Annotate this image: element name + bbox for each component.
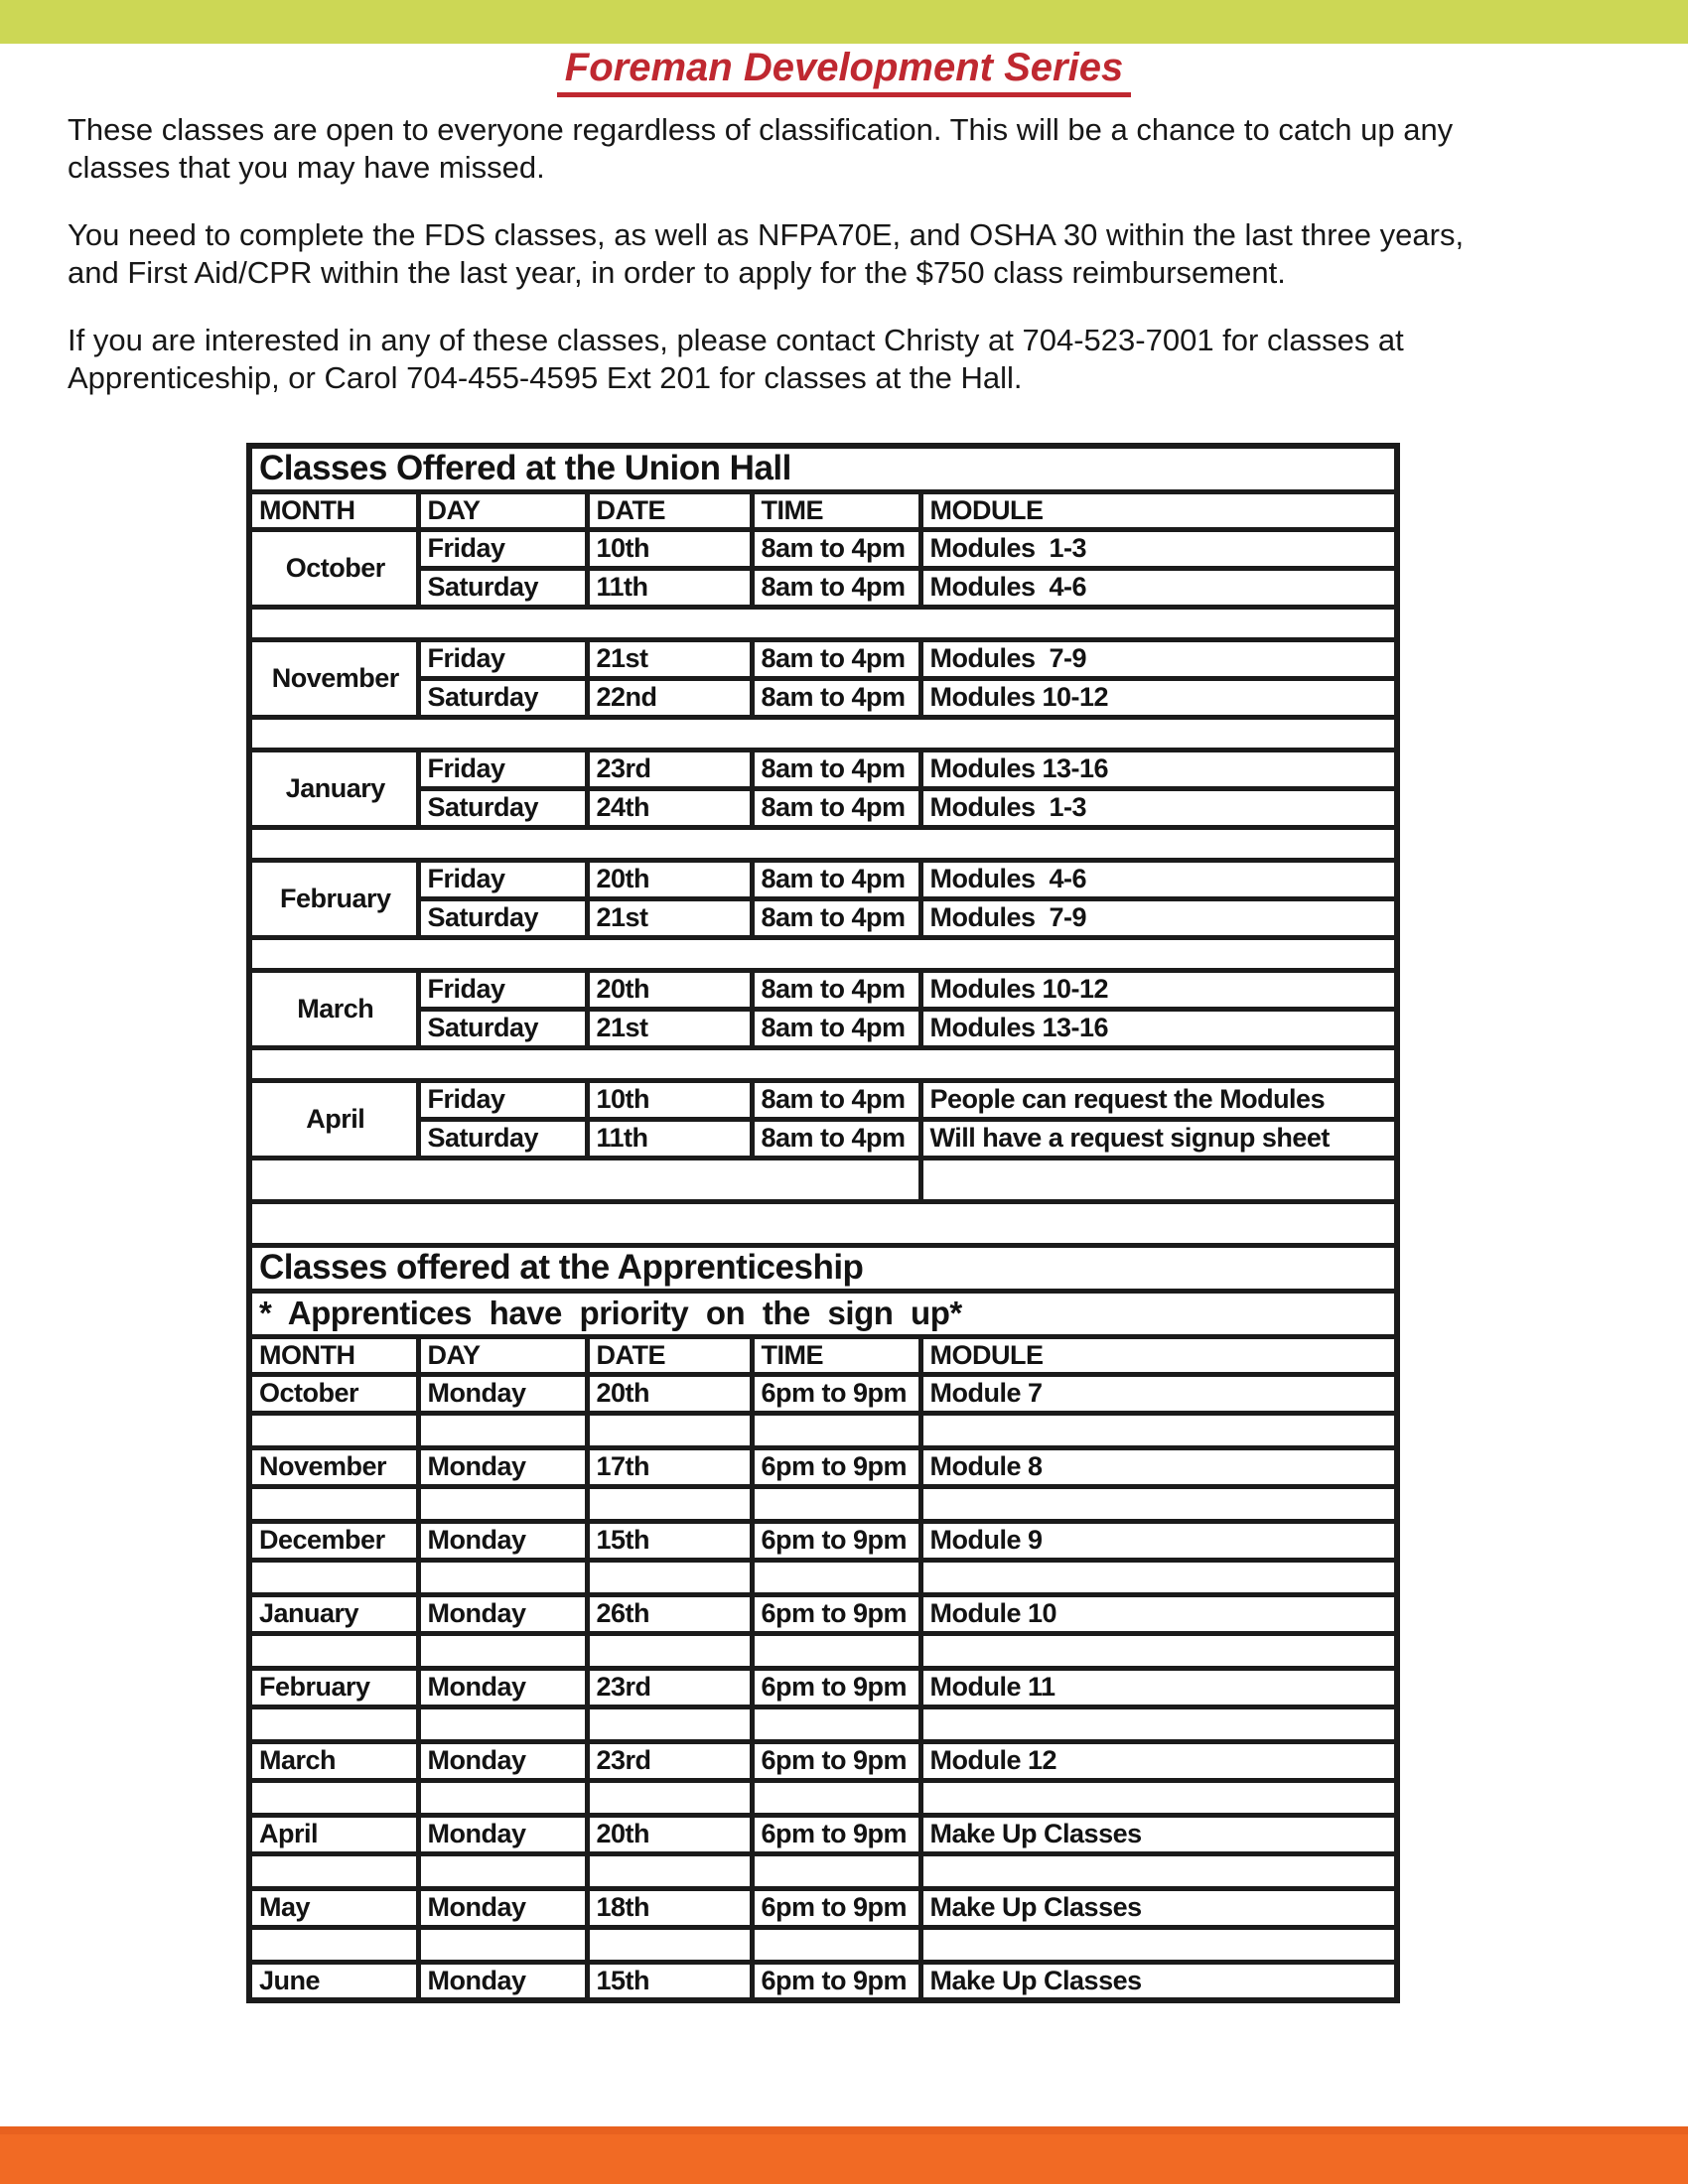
spacer-cell bbox=[587, 1853, 752, 1888]
time-cell: 6pm to 9pm bbox=[752, 1594, 920, 1633]
table-row bbox=[249, 1594, 1397, 1633]
date-cell: 15th bbox=[587, 1521, 752, 1560]
spacer-cell bbox=[418, 1706, 587, 1741]
column-header-date: DATE bbox=[587, 491, 752, 529]
spacer-cell bbox=[920, 1158, 1397, 1201]
table-row bbox=[249, 970, 1397, 1009]
time-cell: 8am to 4pm bbox=[752, 568, 920, 607]
spacer-cell bbox=[920, 1706, 1397, 1741]
date-cell: 24th bbox=[587, 788, 752, 827]
month-cell: November bbox=[249, 1447, 418, 1486]
paragraph bbox=[68, 111, 1636, 187]
spacer-cell bbox=[752, 1853, 920, 1888]
spacer-cell bbox=[587, 1706, 752, 1741]
table-row bbox=[249, 1668, 1397, 1706]
date-cell: 20th bbox=[587, 1815, 752, 1853]
module-cell: Make Up Classes bbox=[920, 1888, 1397, 1927]
spacer-cell bbox=[920, 1633, 1397, 1668]
table-row bbox=[249, 1080, 1397, 1119]
spacer-cell bbox=[920, 1486, 1397, 1521]
time-cell: 6pm to 9pm bbox=[752, 1447, 920, 1486]
table-row bbox=[249, 898, 1397, 937]
month-cell: January bbox=[249, 750, 418, 827]
time-cell: 8am to 4pm bbox=[752, 639, 920, 678]
day-cell: Monday bbox=[418, 1594, 587, 1633]
module-cell: Modules 7-9 bbox=[920, 898, 1397, 937]
time-cell: 6pm to 9pm bbox=[752, 1741, 920, 1780]
day-cell: Saturday bbox=[418, 898, 587, 937]
date-cell: 11th bbox=[587, 1119, 752, 1158]
top-accent-bar bbox=[0, 0, 1688, 44]
page-title: Foreman Development Series bbox=[557, 46, 1131, 97]
spacer-cell bbox=[418, 1560, 587, 1594]
day-cell: Monday bbox=[418, 1521, 587, 1560]
spacer-cell bbox=[752, 1633, 920, 1668]
date-cell: 23rd bbox=[587, 1741, 752, 1780]
day-cell: Monday bbox=[418, 1962, 587, 2000]
day-cell: Friday bbox=[418, 1080, 587, 1119]
month-cell: November bbox=[249, 639, 418, 717]
table-row bbox=[249, 860, 1397, 898]
spacer-cell bbox=[418, 1486, 587, 1521]
spacer-cell bbox=[920, 1780, 1397, 1815]
module-cell: People can request the Modules bbox=[920, 1080, 1397, 1119]
union-hall-section-title: Classes Offered at the Union Hall bbox=[249, 446, 1397, 491]
spacer-cell bbox=[249, 1927, 418, 1962]
day-cell: Saturday bbox=[418, 678, 587, 717]
date-cell: 21st bbox=[587, 898, 752, 937]
module-cell: Module 7 bbox=[920, 1374, 1397, 1413]
spacer-cell bbox=[249, 1486, 418, 1521]
day-cell: Monday bbox=[418, 1888, 587, 1927]
spacer-cell bbox=[249, 1633, 418, 1668]
spacer-cell bbox=[587, 1780, 752, 1815]
module-cell: Modules 13-16 bbox=[920, 1009, 1397, 1047]
column-header-date: DATE bbox=[587, 1336, 752, 1374]
table-row bbox=[249, 678, 1397, 717]
time-cell: 6pm to 9pm bbox=[752, 1962, 920, 2000]
column-header-month: MONTH bbox=[249, 491, 418, 529]
month-cell: March bbox=[249, 970, 418, 1047]
spacer-cell bbox=[418, 1633, 587, 1668]
date-cell: 20th bbox=[587, 970, 752, 1009]
paragraph-line: If you are interested in any of these classes, please contact Christy at 704-523-7001 for classes at bbox=[68, 323, 1404, 357]
column-header-time: TIME bbox=[752, 491, 920, 529]
time-cell: 6pm to 9pm bbox=[752, 1521, 920, 1560]
apprenticeship-section-title: Classes offered at the Apprenticeship bbox=[249, 1245, 1397, 1291]
spacer-cell bbox=[249, 1560, 418, 1594]
module-cell: Modules 13-16 bbox=[920, 750, 1397, 788]
module-cell: Will have a request signup sheet bbox=[920, 1119, 1397, 1158]
time-cell: 6pm to 9pm bbox=[752, 1888, 920, 1927]
date-cell: 18th bbox=[587, 1888, 752, 1927]
day-cell: Saturday bbox=[418, 568, 587, 607]
date-cell: 21st bbox=[587, 639, 752, 678]
time-cell: 8am to 4pm bbox=[752, 898, 920, 937]
day-cell: Monday bbox=[418, 1815, 587, 1853]
spacer-cell bbox=[249, 1780, 418, 1815]
time-cell: 6pm to 9pm bbox=[752, 1374, 920, 1413]
module-cell: Make Up Classes bbox=[920, 1962, 1397, 2000]
spacer-row bbox=[249, 827, 1397, 860]
day-cell: Friday bbox=[418, 529, 587, 568]
spacer-cell bbox=[249, 1853, 418, 1888]
table-row bbox=[249, 568, 1397, 607]
time-cell: 6pm to 9pm bbox=[752, 1815, 920, 1853]
date-cell: 22nd bbox=[587, 678, 752, 717]
month-cell: February bbox=[249, 1668, 418, 1706]
month-cell: April bbox=[249, 1815, 418, 1853]
table-row bbox=[249, 1815, 1397, 1853]
table-row bbox=[249, 1374, 1397, 1413]
spacer-cell bbox=[752, 1413, 920, 1447]
day-cell: Friday bbox=[418, 860, 587, 898]
table-row bbox=[249, 750, 1397, 788]
day-cell: Friday bbox=[418, 750, 587, 788]
table-row bbox=[249, 788, 1397, 827]
column-header-module: MODULE bbox=[920, 1336, 1397, 1374]
bottom-accent-bar bbox=[0, 2126, 1688, 2184]
date-cell: 17th bbox=[587, 1447, 752, 1486]
module-cell: Make Up Classes bbox=[920, 1815, 1397, 1853]
time-cell: 6pm to 9pm bbox=[752, 1668, 920, 1706]
date-cell: 20th bbox=[587, 860, 752, 898]
spacer-cell bbox=[587, 1413, 752, 1447]
module-cell: Modules 1-3 bbox=[920, 529, 1397, 568]
spacer-row bbox=[249, 717, 1397, 750]
day-cell: Friday bbox=[418, 970, 587, 1009]
module-cell: Modules 4-6 bbox=[920, 568, 1397, 607]
table-row bbox=[249, 1119, 1397, 1158]
spacer-cell bbox=[418, 1927, 587, 1962]
day-cell: Monday bbox=[418, 1668, 587, 1706]
paragraph bbox=[68, 322, 1636, 397]
spacer-cell bbox=[587, 1927, 752, 1962]
table-row bbox=[249, 1741, 1397, 1780]
table-row bbox=[249, 1521, 1397, 1560]
column-header-day: DAY bbox=[418, 491, 587, 529]
date-cell: 15th bbox=[587, 1962, 752, 2000]
spacer-row bbox=[249, 937, 1397, 970]
table-row bbox=[249, 1888, 1397, 1927]
spacer-row bbox=[249, 607, 1397, 639]
time-cell: 8am to 4pm bbox=[752, 529, 920, 568]
month-cell: April bbox=[249, 1080, 418, 1158]
spacer-cell bbox=[752, 1706, 920, 1741]
apprenticeship-priority-note: * Apprentices have priority on the sign up* bbox=[249, 1291, 1397, 1336]
spacer-cell bbox=[249, 1413, 418, 1447]
date-cell: 23rd bbox=[587, 750, 752, 788]
spacer-cell bbox=[418, 1413, 587, 1447]
table-row bbox=[249, 639, 1397, 678]
month-cell: January bbox=[249, 1594, 418, 1633]
spacer-cell bbox=[587, 1633, 752, 1668]
spacer-cell bbox=[418, 1853, 587, 1888]
time-cell: 8am to 4pm bbox=[752, 970, 920, 1009]
month-cell: December bbox=[249, 1521, 418, 1560]
module-cell: Module 12 bbox=[920, 1741, 1397, 1780]
module-cell: Modules 1-3 bbox=[920, 788, 1397, 827]
paragraph-line: These classes are open to everyone regardless of classification. This will be a chance to catch up any bbox=[68, 112, 1454, 147]
spacer-row bbox=[249, 1201, 1397, 1245]
day-cell: Saturday bbox=[418, 1009, 587, 1047]
date-cell: 23rd bbox=[587, 1668, 752, 1706]
time-cell: 8am to 4pm bbox=[752, 860, 920, 898]
date-cell: 26th bbox=[587, 1594, 752, 1633]
column-header-day: DAY bbox=[418, 1336, 587, 1374]
date-cell: 20th bbox=[587, 1374, 752, 1413]
month-cell: June bbox=[249, 1962, 418, 2000]
spacer-cell bbox=[920, 1927, 1397, 1962]
table-row bbox=[249, 529, 1397, 568]
spacer-cell bbox=[752, 1780, 920, 1815]
module-cell: Modules 7-9 bbox=[920, 639, 1397, 678]
time-cell: 8am to 4pm bbox=[752, 1119, 920, 1158]
time-cell: 8am to 4pm bbox=[752, 1009, 920, 1047]
column-header-month: MONTH bbox=[249, 1336, 418, 1374]
spacer-cell bbox=[920, 1853, 1397, 1888]
module-cell: Modules 10-12 bbox=[920, 678, 1397, 717]
time-cell: 8am to 4pm bbox=[752, 1080, 920, 1119]
column-header-module: MODULE bbox=[920, 491, 1397, 529]
spacer-cell bbox=[752, 1486, 920, 1521]
month-cell: October bbox=[249, 1374, 418, 1413]
table-row bbox=[249, 1962, 1397, 2000]
spacer-cell bbox=[418, 1780, 587, 1815]
day-cell: Friday bbox=[418, 639, 587, 678]
column-header-time: TIME bbox=[752, 1336, 920, 1374]
module-cell: Module 10 bbox=[920, 1594, 1397, 1633]
date-cell: 21st bbox=[587, 1009, 752, 1047]
spacer-cell bbox=[249, 1706, 418, 1741]
paragraph bbox=[68, 216, 1636, 292]
month-cell: March bbox=[249, 1741, 418, 1780]
spacer-cell bbox=[587, 1486, 752, 1521]
table-row bbox=[249, 1009, 1397, 1047]
spacer-cell bbox=[920, 1413, 1397, 1447]
spacer-row bbox=[249, 1158, 920, 1201]
date-cell: 10th bbox=[587, 1080, 752, 1119]
time-cell: 8am to 4pm bbox=[752, 750, 920, 788]
date-cell: 11th bbox=[587, 568, 752, 607]
table-row bbox=[249, 1447, 1397, 1486]
month-cell: October bbox=[249, 529, 418, 607]
day-cell: Saturday bbox=[418, 788, 587, 827]
module-cell: Module 8 bbox=[920, 1447, 1397, 1486]
spacer-cell bbox=[587, 1560, 752, 1594]
day-cell: Monday bbox=[418, 1741, 587, 1780]
paragraph-line: and First Aid/CPR within the last year, in order to apply for the $750 class reimbursement. bbox=[68, 255, 1286, 290]
module-cell: Module 11 bbox=[920, 1668, 1397, 1706]
title-area bbox=[0, 46, 1688, 97]
time-cell: 8am to 4pm bbox=[752, 678, 920, 717]
time-cell: 8am to 4pm bbox=[752, 788, 920, 827]
month-cell: May bbox=[249, 1888, 418, 1927]
module-cell: Module 9 bbox=[920, 1521, 1397, 1560]
month-cell: February bbox=[249, 860, 418, 937]
day-cell: Saturday bbox=[418, 1119, 587, 1158]
paragraph-line: Apprenticeship, or Carol 704-455-4595 Ext 201 for classes at the Hall. bbox=[68, 360, 1023, 395]
spacer-cell bbox=[752, 1927, 920, 1962]
spacer-cell bbox=[920, 1560, 1397, 1594]
day-cell: Monday bbox=[418, 1447, 587, 1486]
module-cell: Modules 10-12 bbox=[920, 970, 1397, 1009]
schedule-table bbox=[246, 443, 1400, 2003]
intro-paragraphs bbox=[68, 111, 1636, 427]
day-cell: Monday bbox=[418, 1374, 587, 1413]
paragraph-line: classes that you may have missed. bbox=[68, 150, 545, 185]
spacer-cell bbox=[752, 1560, 920, 1594]
date-cell: 10th bbox=[587, 529, 752, 568]
spacer-row bbox=[249, 1047, 1397, 1080]
module-cell: Modules 4-6 bbox=[920, 860, 1397, 898]
paragraph-line: You need to complete the FDS classes, as well as NFPA70E, and OSHA 30 within the last three years, bbox=[68, 217, 1465, 252]
